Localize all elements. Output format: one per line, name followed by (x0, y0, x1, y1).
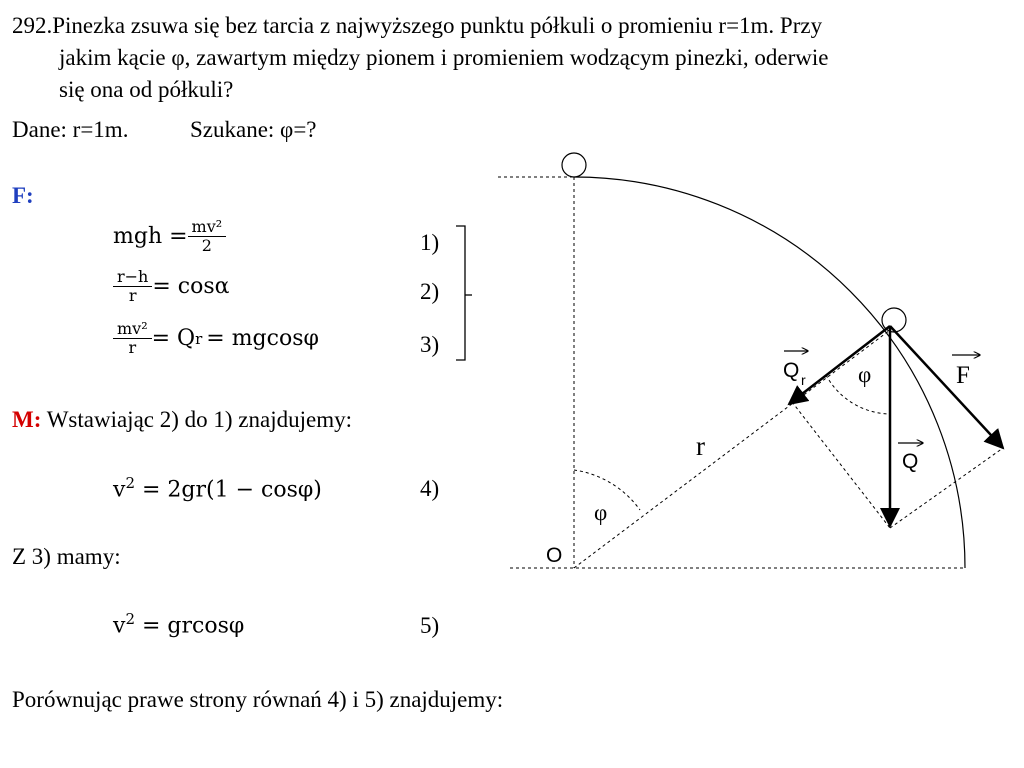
eq5-exponent: 2 (125, 610, 135, 628)
radius-line (574, 330, 890, 568)
eq2-denominator: r (113, 286, 152, 305)
eq1-tag: 1) (420, 230, 440, 255)
origin-label: O (546, 544, 563, 567)
eq2-numerator: r−h (117, 267, 149, 286)
eq3-mid-subscript: r (195, 329, 203, 348)
eq3-numerator: mv² (117, 319, 148, 338)
eq3-mid: = Q (151, 326, 196, 351)
eq3-tag: 3) (420, 332, 440, 357)
eq2-tag: 2) (420, 279, 440, 304)
eq1-lhs: mgh = (113, 224, 188, 249)
force-f-arrow (890, 326, 1003, 448)
f-label: F (956, 362, 970, 389)
eq1-denominator: 2 (188, 236, 227, 255)
qr-label: Q (783, 359, 800, 382)
eq1-numerator: mv² (191, 217, 223, 236)
eq5-tag: 5) (420, 613, 440, 638)
given-data: Dane: r=1m. (12, 117, 129, 142)
qr-label-subscript: r (801, 372, 806, 388)
problem-line-1: 292.Pinezka zsuwa się bez tarcia z najwyższego punktu półkuli o promieniu r=1m. Przy (12, 13, 823, 38)
section-m-label: M: (12, 407, 42, 432)
radius-label: r (696, 431, 705, 461)
pin-angle-label: φ (858, 362, 872, 387)
q-label: Q (902, 450, 919, 473)
eq3-rhs: = mgcosφ (206, 326, 319, 351)
force-qr-arrow (789, 326, 890, 404)
problem-line-2: jakim kącie φ, zawartym między pionem i promieniem wodzącym pinezki, oderwie (59, 45, 829, 70)
comparison-text: Porównując prawe strony równań 4) i 5) znajdujemy: (12, 687, 504, 712)
eq4-tag: 4) (420, 476, 440, 501)
eq4-exponent: 2 (125, 474, 135, 492)
eq5-rhs: = grcosφ (134, 613, 245, 639)
problem-line-3: się ona od półkuli? (59, 77, 234, 102)
pin-top-circle (562, 153, 586, 177)
projection-line-1 (792, 402, 890, 528)
eq5-v: v (113, 613, 126, 639)
eq4-v: v (113, 477, 126, 503)
center-angle-label: φ (594, 500, 608, 525)
searched-value: Szukane: φ=? (190, 117, 317, 142)
section-m-text: Wstawiając 2) do 1) znajdujemy: (46, 407, 352, 432)
eq3-denominator: r (113, 338, 152, 357)
eq4-rhs: = 2gr(1 − cosφ) (134, 477, 322, 503)
hemisphere-arc (574, 177, 965, 568)
section-f-label: F: (12, 183, 34, 208)
eq2-rhs: = cosα (152, 274, 230, 299)
z3-text: Z 3) mamy: (12, 544, 121, 569)
